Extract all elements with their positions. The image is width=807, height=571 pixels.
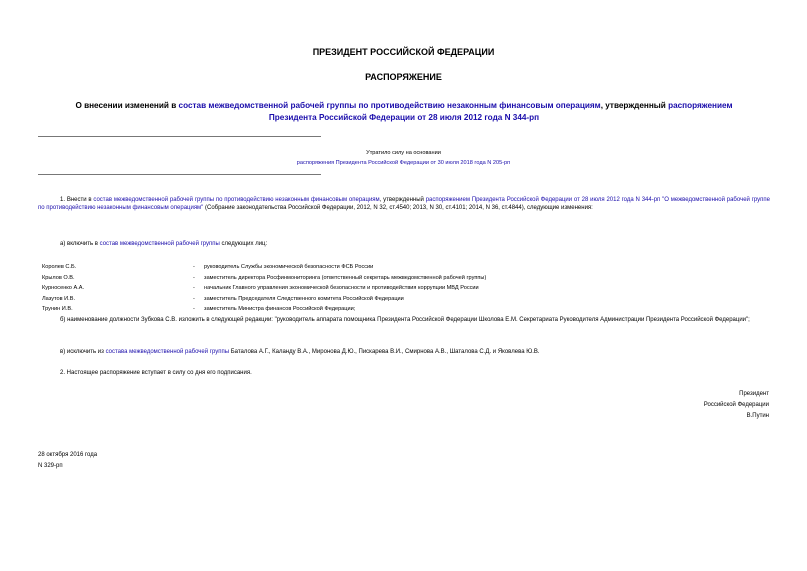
para-v-text-1: в) исключить из: [60, 349, 106, 355]
doc-type-heading: РАСПОРЯЖЕНИЕ: [365, 72, 442, 82]
para-v-text-2: Баталова А.Г., Каланду В.А., Миронова Д.Ю., Пискарева В.И., Смирнова А.В., Шаталова С.Д. и Яковлева Ю.В.: [229, 349, 540, 355]
member-role: заместитель директора Росфинмониторинга (ответственный секретарь межведомственной рабочей группы): [204, 274, 487, 281]
member-role: заместитель Председателя Следственного комитета Российской Федерации: [204, 295, 404, 302]
member-role: заместитель Министра финансов Российской Федерации;: [204, 306, 356, 312]
document-number: N 329-рп: [38, 463, 63, 469]
para-v-link[interactable]: состава межведомственной рабочей группы: [105, 349, 230, 355]
member-dash: -: [193, 285, 195, 291]
paragraph-2: 2. Настоящее распоряжение вступает в силу со дня его подписания.: [60, 370, 252, 376]
footer-block: [38, 450, 97, 472]
signature-title: Президент: [739, 391, 769, 397]
status-link[interactable]: распоряжения Президента Российской Федерации от 30 июля 2018 года N 205-рп: [296, 160, 511, 166]
member-dash: -: [193, 306, 195, 312]
divider-bottom: [38, 174, 321, 175]
title-link-composition[interactable]: состав межведомственной рабочей группы по противодействию незаконным финансовым операциям: [178, 101, 601, 110]
paragraph-b: б) наименование должности Зубкова С.В. изложить в следующей редакции: "руководитель аппарата помощника Президента Российской Федерации Школова Е.М. Секретариата Руководителя Администрации Президента Российской Федерации";: [60, 317, 750, 323]
member-name: Курносенко А.А.: [42, 285, 85, 291]
title-link-order-line2[interactable]: Президента Российской Федерации от 28 июля 2012 года N 344-рп: [268, 113, 540, 122]
title-text-1: О внесении изменений в: [75, 101, 179, 110]
list-item: [42, 296, 782, 307]
member-dash: -: [193, 264, 195, 270]
signature-block: [704, 389, 769, 422]
list-item: [42, 285, 782, 296]
member-dash: -: [193, 274, 195, 281]
signature-country: Российской Федерации: [703, 402, 769, 408]
paragraph-a: [60, 240, 267, 248]
member-name: Королев С.Б.: [42, 264, 77, 270]
list-item: [42, 264, 782, 275]
document-date: 28 октября 2016 года: [38, 452, 98, 458]
paragraph-v: [60, 348, 540, 356]
member-name: Трунин И.В.: [42, 306, 73, 312]
status-text: Утратило силу на основании: [366, 150, 441, 156]
member-role: начальник Главного управления экономической безопасности и противодействия коррупции МВД России: [204, 285, 479, 291]
list-item: [42, 275, 782, 286]
list-item: [42, 306, 782, 317]
paragraph-1: [38, 196, 770, 212]
member-name: Лазутов И.В.: [42, 295, 76, 302]
para1-link-order[interactable]: распоряжением Президента Российской Федерации от 28 июля 2012 года N 344-рп "О межведомственной рабочей группе по противодействию незаконным финансовым операциям": [38, 197, 770, 211]
member-role: руководитель Службы экономической безопасности ФСБ России: [204, 264, 374, 270]
para1-text-1: 1. Внести в: [60, 197, 94, 203]
para1-text-2: , утвержденный: [379, 197, 426, 203]
document-title: [36, 100, 772, 124]
signature-name: В.Путин: [746, 413, 769, 419]
member-name: Крылов О.В.: [42, 274, 75, 281]
para-a-text-2: следующих лиц:: [219, 241, 268, 247]
member-dash: -: [193, 295, 195, 302]
title-text-2: , утвержденный: [600, 101, 669, 110]
divider-top: [38, 136, 321, 137]
president-heading: ПРЕЗИДЕНТ РОССИЙСКОЙ ФЕДЕРАЦИИ: [312, 47, 495, 57]
para-a-text-1: а) включить в: [60, 241, 100, 247]
para1-link-composition[interactable]: состав межведомственной рабочей группы по противодействию незаконным финансовым операциям: [93, 197, 380, 203]
para1-text-3: (Собрание законодательства Российской Федерации, 2012, N 32, ст.4540; 2013, N 30, ст.4101; 2014, N 36, ст.4844), следующие изменения:: [203, 205, 593, 211]
title-link-order[interactable]: распоряжением: [668, 101, 733, 110]
para-a-link[interactable]: состав межведомственной рабочей группы: [99, 241, 220, 247]
members-list: [42, 264, 782, 317]
